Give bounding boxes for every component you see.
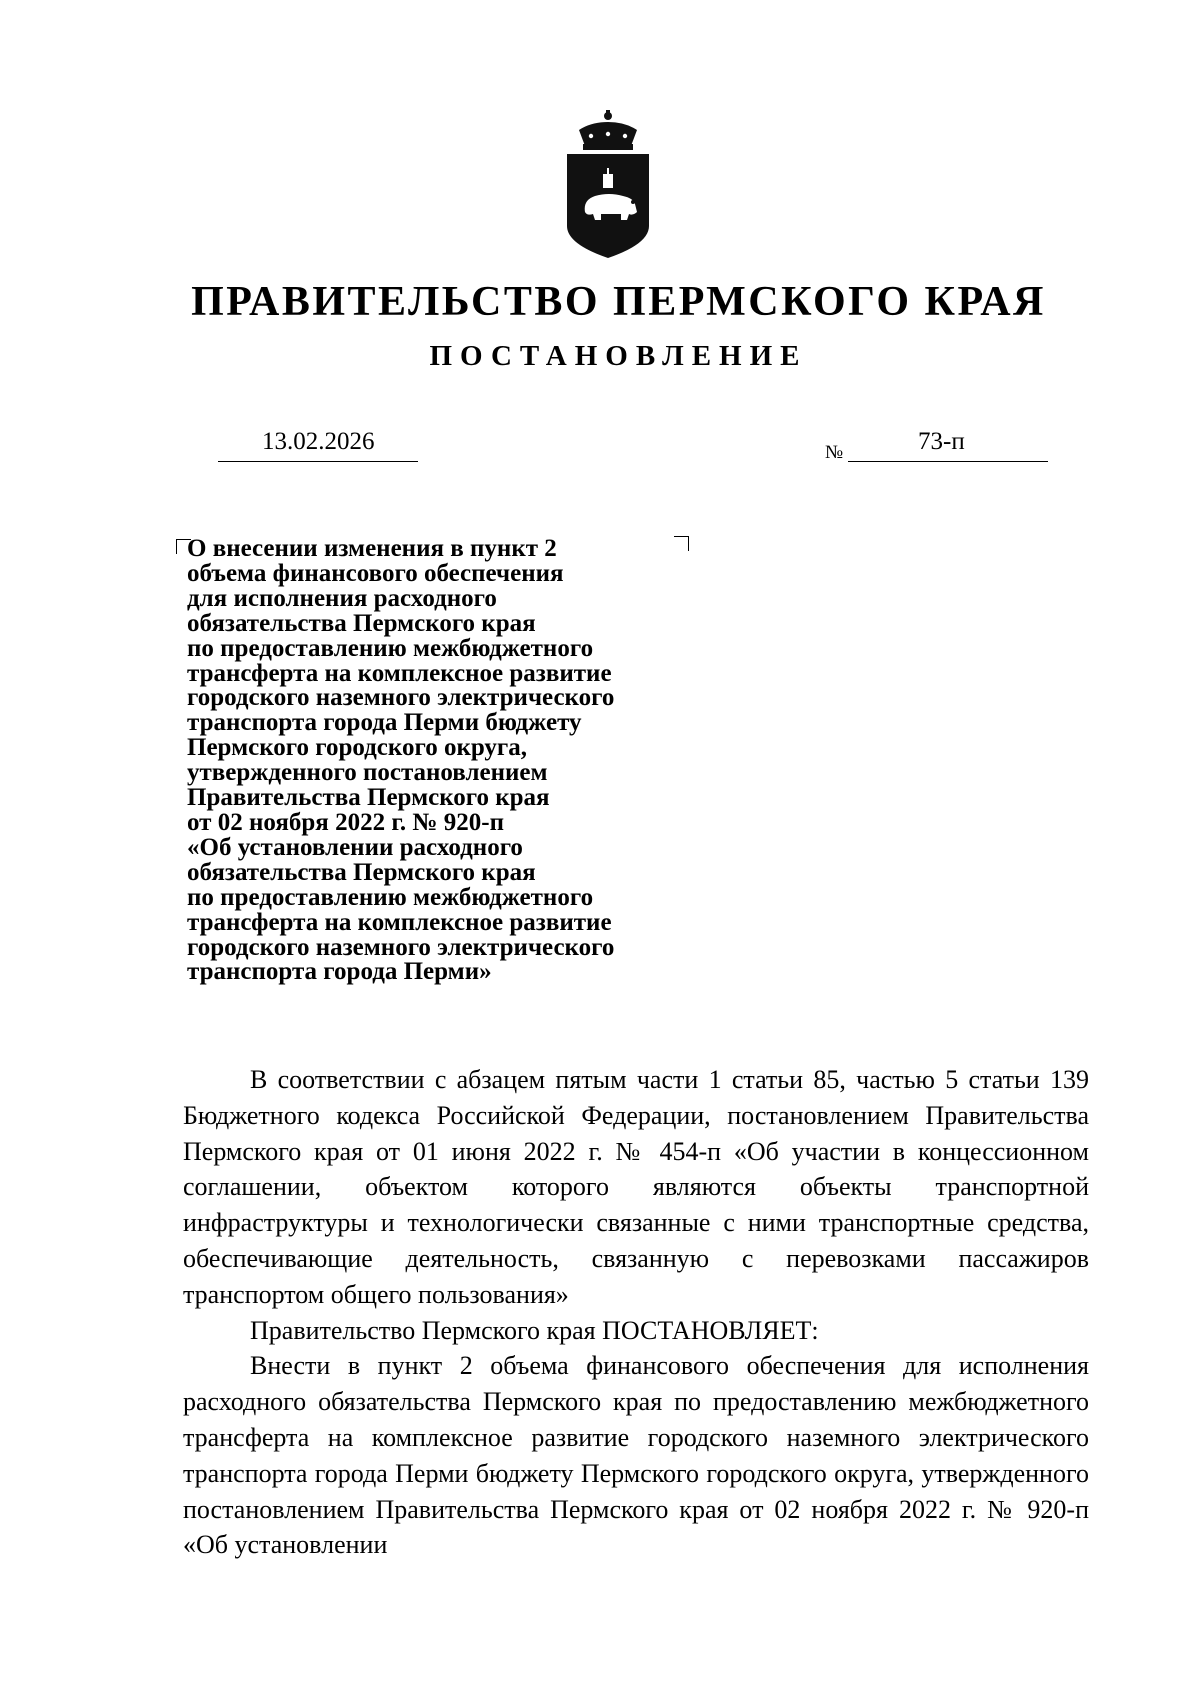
preamble-paragraph: В соответствии с абзацем пятым части 1 статьи 85, частью 5 статьи 139 Бюджетного кодекса Российской Федерации, постановлением Правительства Пермского края от 01 июня 2022 г. № 454-п «Об участии в концессионном соглашении, объектом которого являются объекты транспортной инфраструктуры и технологически связанные с ними транспортные средства, обеспечивающие деятельность, связанную с перевозками пассажиров транспортом общего пользования» xyxy=(183,1065,1089,1309)
number-label: № xyxy=(825,442,844,463)
subject-line: городского наземного электрического xyxy=(187,684,615,712)
resolution-paragraph: Правительство Пермского края ПОСТАНОВЛЯЕТ: xyxy=(250,1315,819,1345)
subject-line: Правительства Пермского края xyxy=(187,784,550,812)
subject-line: для исполнения расходного xyxy=(187,584,497,612)
decree-number: 73-п xyxy=(918,428,965,455)
subject-line: О внесении изменения в пункт 2 xyxy=(187,535,557,562)
subject-line: городского наземного электрического xyxy=(187,933,615,961)
decree-date: 13.02.2026 xyxy=(262,428,375,455)
amendment-paragraph: Внести в пункт 2 объема финансового обеспечения для исполнения расходного обязательства Пермского края по предоставлению межбюджетного трансферта на комплексное развитие городского наземного электрического транспорта города Перми бюджету Пермского городского округа, утвержденного постановлением Правительства Пермского края от 02 ноября 2022 г. № 920-п «Об установлении xyxy=(183,1351,1089,1560)
subject-line: транспорта города Перми бюджету xyxy=(187,709,582,737)
subject-line: объема финансового обеспечения xyxy=(187,559,564,587)
subject-line: утвержденного постановлением xyxy=(187,759,548,787)
government-name: ПРАВИТЕЛЬСТВО ПЕРМСКОГО КРАЯ xyxy=(191,279,1046,325)
subject-line: Пермского городского округа, xyxy=(187,734,528,762)
subject-line: трансферта на комплексное развитие xyxy=(187,908,612,936)
date-underline xyxy=(218,461,418,462)
perm-krai-coat-of-arms-icon xyxy=(563,108,653,258)
subject-line: «Об установлении расходного xyxy=(187,833,523,861)
subject-line: по предоставлению межбюджетного xyxy=(187,883,594,911)
subject-line: трансферта на комплексное развитие xyxy=(187,659,612,687)
subject-line: обязательства Пермского края xyxy=(187,609,536,637)
subject-line: транспорта города Перми» xyxy=(187,958,492,986)
document-type: ПОСТАНОВЛЕНИЕ xyxy=(429,340,808,372)
decree-subject xyxy=(187,537,707,985)
subject-line: по предоставлению межбюджетного xyxy=(187,634,594,662)
decree-body xyxy=(183,1062,1089,1563)
number-underline xyxy=(848,461,1048,462)
subject-line: обязательства Пермского края xyxy=(187,858,536,886)
crown-icon xyxy=(579,110,637,150)
subject-line: от 02 ноября 2022 г. № 920-п xyxy=(187,808,504,836)
